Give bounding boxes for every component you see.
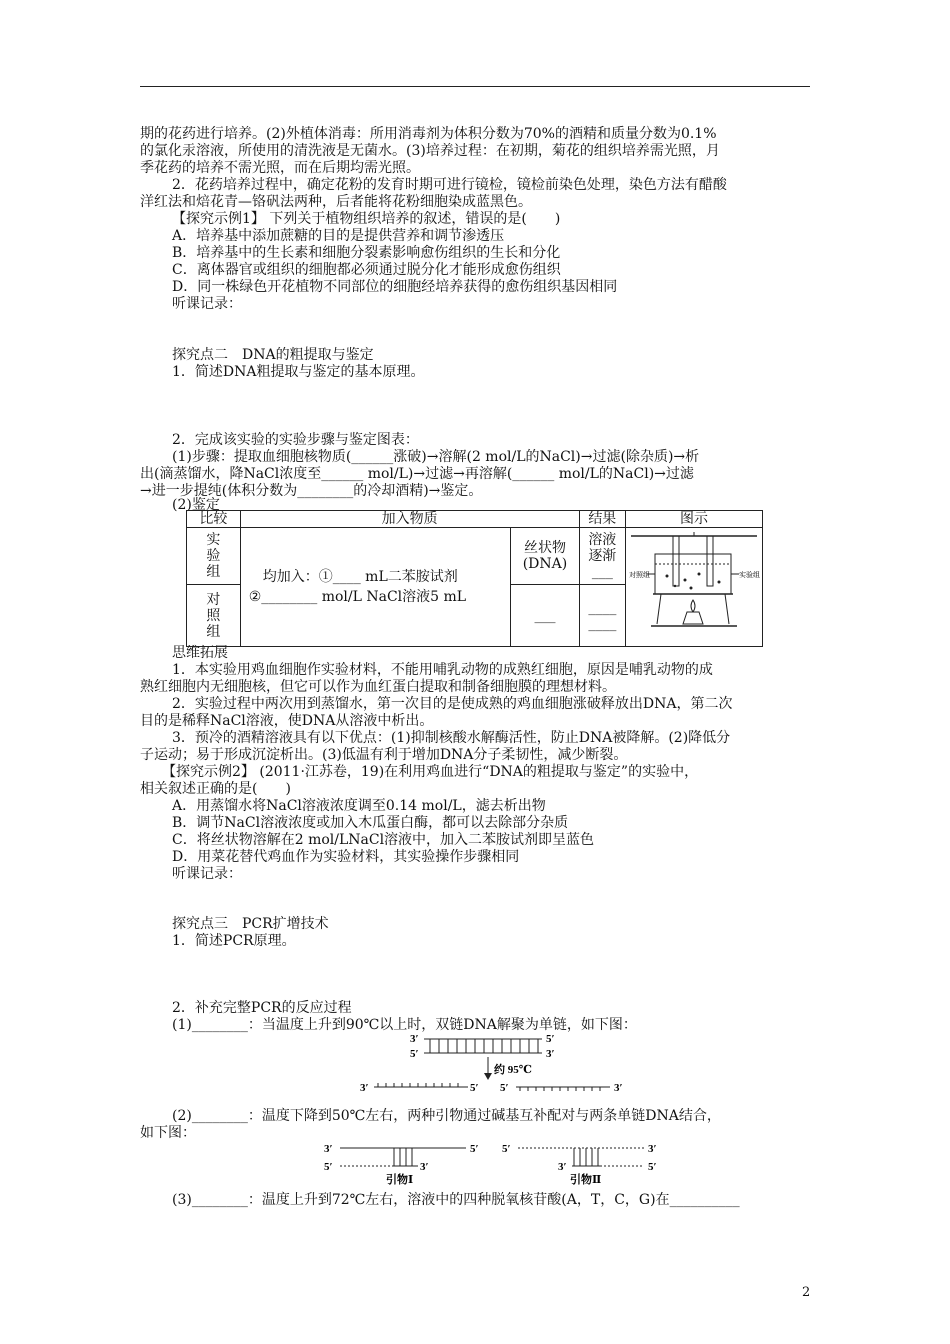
label-3prime: 3′ [546, 1048, 555, 1060]
text-line: 【探究示例1】 下列关于植物组织培养的叙述，错误的是( ) [172, 211, 561, 227]
text-line: 听课记录： [172, 296, 242, 312]
label-3prime: 3′ [420, 1161, 429, 1173]
label-3prime: 3′ [614, 1082, 623, 1094]
label-5prime: 5′ [324, 1161, 333, 1173]
row-exp-label: 实 验 组 [187, 528, 241, 585]
label-5prime: 5′ [502, 1143, 511, 1155]
text-line: A．用蒸馏水将NaCl溶液浓度调至0.14 mol/L，滤去析出物 [172, 798, 546, 814]
label-5prime: 5′ [648, 1161, 657, 1173]
text-line: 1．简述DNA粗提取与鉴定的基本原理。 [172, 364, 425, 380]
pcr-denaturation-diagram [350, 1033, 640, 1097]
text-line: C．将丝状物溶解在2 mol/LNaCl溶液中，加入二苯胺试剂即呈蓝色 [172, 832, 595, 848]
ctrl-filament: ___ [511, 585, 579, 647]
text-line: (2)________：温度下降到50℃左右，两种引物通过碱基互补配对与两条单链DNA结合， [172, 1108, 721, 1124]
apparatus-diagram [627, 528, 761, 642]
identification-table [186, 510, 763, 647]
text-line: 子运动；易于形成沉淀析出。(3)低温有利于增加DNA分子柔韧性，减少断裂。 [140, 747, 628, 763]
text-line: 1．简述PCR原理。 [172, 933, 296, 949]
text-line: 2．实验过程中两次用到蒸馏水，第一次目的是使成熟的鸡血细胞涨破释放出DNA，第二次 [172, 696, 733, 712]
added-line-1: 均加入：①____ mL二苯胺试剂 [262, 569, 458, 585]
text-line: 如下图： [140, 1125, 196, 1141]
text-line: 2．补充完整PCR的反应过程 [172, 1000, 352, 1016]
text-line: (2)鉴定 [172, 497, 220, 513]
label-5prime: 5′ [470, 1143, 479, 1155]
text-line: 探究点三 PCR扩增技术 [172, 916, 329, 932]
label-3prime: 3′ [558, 1161, 567, 1173]
label-control: 对照组 [629, 571, 651, 579]
th-result: 结果 [579, 511, 625, 528]
text-line: 熟红细胞内无细胞核，但它可以作为血红蛋白提取和制备细胞膜的理想材料。 [140, 679, 616, 695]
primer1-label: 引物Ⅰ [386, 1174, 414, 1186]
exp-solution: 溶液 逐渐 ___ [579, 528, 625, 585]
label-5prime: 5′ [546, 1033, 555, 1045]
label-3prime: 3′ [324, 1143, 333, 1155]
th-figure: 图示 [626, 511, 763, 528]
text-line: 探究点二 DNA的粗提取与鉴定 [172, 347, 374, 363]
text-line: 期的花药进行培养。(2)外植体消毒：所用消毒剂为体积分数为70%的酒精和质量分数为0.1% [140, 126, 717, 142]
temperature-label: 约 95℃ [494, 1064, 532, 1076]
text-line: D．同一株绿色开花植物不同部位的细胞经培养获得的愈伤组织基因相同 [172, 279, 618, 295]
text-line: (3)________：温度上升到72℃左右，溶液中的四种脱氧核苷酸(A，T，C，G)在__________ [172, 1192, 740, 1208]
header-rule [140, 86, 810, 87]
text-line: 听课记录： [172, 866, 242, 882]
label-5prime: 5′ [410, 1048, 419, 1060]
row-ctrl-label: 对 照 组 [187, 585, 241, 647]
exp-filament: 丝状物 (DNA) [511, 528, 579, 585]
label-5prime: 5′ [500, 1082, 509, 1094]
label-3prime: 3′ [648, 1143, 657, 1155]
text-line: 1．本实验用鸡血细胞作实验材料，不能用哺乳动物的成熟红细胞，原因是哺乳动物的成 [172, 662, 713, 678]
text-line: C．离体器官或组织的细胞都必须通过脱分化才能形成愈伤组织 [172, 262, 561, 278]
text-line: →进一步提纯(体积分数为________的冷却酒精)→鉴定。 [140, 483, 483, 499]
text-line: A．培养基中添加蔗糖的目的是提供营养和调节渗透压 [172, 228, 505, 244]
text-line: (1)步骤：提取血细胞核物质(______涨破)→溶解(2 mol/L的NaCl)→过滤(除杂质)→析 [172, 449, 700, 465]
text-line: B．培养基中的生长素和细胞分裂素影响愈伤组织的生长和分化 [172, 245, 561, 261]
ctrl-solution: ____ ____ [579, 585, 625, 647]
text-line: 的氯化汞溶液，所使用的清洗液是无菌水。(3)培养过程：在初期，菊花的组织培养需光照，月 [140, 143, 720, 159]
text-line: (1)________：当温度上升到90℃以上时，双链DNA解聚为单链，如下图： [172, 1017, 637, 1033]
text-line: 相关叙述正确的是( ) [140, 781, 291, 797]
text-line: 季花药的培养不需光照，而在后期均需光照。 [140, 160, 420, 176]
text-line: 目的是稀释NaCl溶液，使DNA从溶液中析出。 [140, 713, 434, 729]
th-compare: 比较 [187, 511, 241, 528]
text-line: 出(滴蒸馏水，降NaCl浓度至______ mol/L)→过滤→再溶解(______ mol/L的NaCl)→过滤 [140, 466, 694, 482]
apparatus-figure-cell [626, 528, 763, 647]
page-number: 2 [802, 1285, 811, 1300]
label-5prime: 5′ [470, 1082, 479, 1094]
label-3prime: 3′ [360, 1082, 369, 1094]
th-added: 加入物质 [240, 511, 579, 528]
text-line: D．用菜花替代鸡血作为实验材料，其实验操作步骤相同 [172, 849, 520, 865]
pcr-annealing-diagram [322, 1140, 666, 1186]
text-line: 3．预冷的酒精溶液具有以下优点：(1)抑制核酸水解酶活性，防止DNA被降解。(2)降低分 [172, 730, 731, 746]
text-line: 2．完成该实验的实验步骤与鉴定图表： [172, 432, 419, 448]
text-line: 思维拓展 [172, 645, 228, 661]
primer2-label: 引物Ⅱ [570, 1174, 602, 1186]
label-experiment: 实验组 [739, 571, 761, 579]
text-line: 洋红法和焙花青—铬矾法两种，后者能将花粉细胞染成蓝黑色。 [140, 194, 532, 210]
text-line: 2．花药培养过程中，确定花粉的发育时期可进行镜检，镜检前染色处理，染色方法有醋酸 [172, 177, 727, 193]
added-line-2: ②________ mol/L NaCl溶液5 mL [248, 589, 467, 605]
text-line: 【探究示例2】 (2011·江苏卷，19)在利用鸡血进行“DNA的粗提取与鉴定”的实验中， [162, 764, 699, 780]
text-line: B．调节NaCl溶液浓度或加入木瓜蛋白酶，都可以去除部分杂质 [172, 815, 569, 831]
added-cell [240, 528, 511, 647]
label-3prime: 3′ [410, 1033, 419, 1045]
